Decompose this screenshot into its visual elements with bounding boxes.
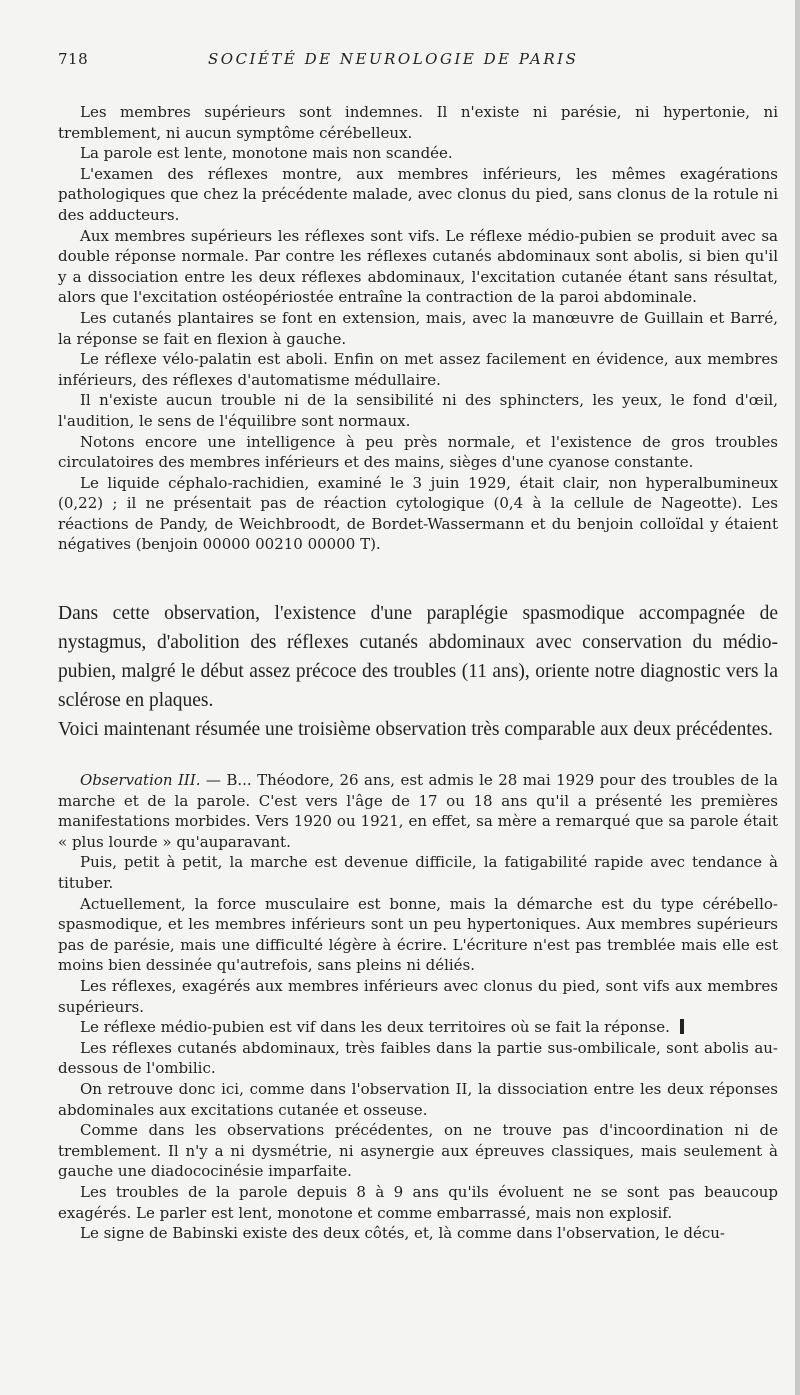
scan-edge [795,0,800,1395]
conclusion [58,599,778,744]
page-number: 718 [58,50,89,68]
paragraph: Le réflexe vélo-palatin est aboli. Enfin on met assez facilement en évidence, aux membres inférieurs, des réflexes d'automatisme médullaire. [58,350,778,389]
case-findings [58,102,778,555]
running-header [58,50,778,80]
paragraph: Les cutanés plantaires se font en extension, mais, avec la manœuvre de Guillain et Barré, la réponse se fait en flexion à gauche. [58,308,778,348]
paragraph: Aux membres supérieurs les réflexes sont vifs. Le réflexe médio-pubien se produit avec sa double réponse normale. Par contre les réflexes cutanés abdominaux sont abolis, si bien qu'il y a dissociation entre les deux réflexes abdominaux, l'excitation cutanée étant sans résultat, alors que l'excitation ostéopériostée entraîne la contraction de la paroi abdominale. [58,226,778,307]
paragraph: La parole est lente, monotone mais non scandée. [80,144,453,163]
paragraph [58,1017,778,1038]
paragraph: Notons encore une intelligence à peu près normale, et l'existence de gros troubles circulatoires des membres inférieurs et des mains, sièges d'une cyanose constante. [58,432,778,472]
paragraph: Les réflexes, exagérés aux membres inférieurs avec clonus du pied, sont vifs aux membres supérieurs. [58,977,778,1016]
paragraph: Le signe de Babinski existe des deux côtés, et, là comme dans l'observation, le décu- [80,1224,725,1243]
paragraph: Les réflexes cutanés abdominaux, très faibles dans la partie sus-ombilicale, sont abolis au-dessous de l'ombilic. [58,1038,778,1078]
observation-three [58,770,778,1244]
observation-label: Observation III. [80,771,201,790]
paragraph: Les membres supérieurs sont indemnes. Il n'existe ni parésie, ni hypertonie, ni tremblement, ni aucun symptôme cérébelleux. [58,103,778,142]
conclusion-paragraph: Dans cette observation, l'existence d'une paraplégie spasmodique accompagnée de nystagmus, d'abolition des réflexes cutanés abdominaux avec conservation du médio-pubien, malgré le début assez précoce des troubles (11 ans), oriente notre diagnostic vers la sclérose en plaques. [58,603,778,712]
medio-pubien-text: Le réflexe médio-pubien est vif dans les deux territoires où se fait la réponse. [80,1018,670,1037]
margin-mark [680,1019,684,1034]
paragraph: Les troubles de la parole depuis 8 à 9 ans qu'ils évoluent ne se sont pas beaucoup exagérés. Le parler est lent, monotone et comme embarrassé, mais non explosif. [58,1182,778,1222]
running-title: SOCIÉTÉ DE NEUROLOGIE DE PARIS [208,50,579,68]
observation-intro [58,770,778,852]
paragraph: Comme dans les observations précédentes, on ne trouve pas d'incoordination ni de tremblement. Il n'y a ni dysmétrie, ni asynergie aux épreuves classiques, mais seulement à gauche une diadococinésie imparfaite. [58,1121,778,1181]
paragraph: Puis, petit à petit, la marche est devenue difficile, la fatigabilité rapide avec tendance à tituber. [58,853,778,893]
paragraph: Le liquide céphalo-rachidien, examiné le 3 juin 1929, était clair, non hyperalbumineux (0,22) ; il ne présentait pas de réaction cytologique (0,4 à la cellule de Nageotte). Les réactions de Pandy, de Weichbroodt, de Bordet-Wassermann et du benjoin colloïdal y étaient négatives (benjoin 00000 00210 00000 T). [58,473,778,554]
transition-paragraph: Voici maintenant résumée une troisième observation très comparable aux deux précédentes. [58,719,773,741]
paragraph: On retrouve donc ici, comme dans l'observation II, la dissociation entre les deux réponses abdominales aux excitations cutanée et osseuse. [58,1079,778,1119]
paragraph: L'examen des réflexes montre, aux membres inférieurs, les mêmes exagérations pathologiques que chez la précédente malade, avec clonus du pied, sans clonus de la rotule ni des adducteurs. [58,164,778,224]
paragraph: Il n'existe aucun trouble ni de la sensibilité ni des sphincters, les yeux, le fond d'œil, l'audition, le sens de l'équilibre sont normaux. [58,391,778,430]
paragraph: Actuellement, la force musculaire est bonne, mais la démarche est du type cérébello-spasmodique, et les membres inférieurs sont un peu hypertoniques. Aux membres supérieurs pas de parésie, mais une difficulté légère à écrire. L'écriture n'est pas tremblée mais elle est moins bien dessinée qu'autrefois, sans pleins ni déliés. [58,894,778,975]
observation-intro-text: — B... Théodore, 26 ans, est admis le 28 mai 1929 pour des troubles de la marche et de la parole. C'est vers l'âge de 17 ou 18 ans qu'il a présenté les premières manifestations morbides. Vers 1920 ou 1921, en effet, sa mère a remarqué que sa parole était « plus lourde » qu'auparavant. [58,771,778,851]
